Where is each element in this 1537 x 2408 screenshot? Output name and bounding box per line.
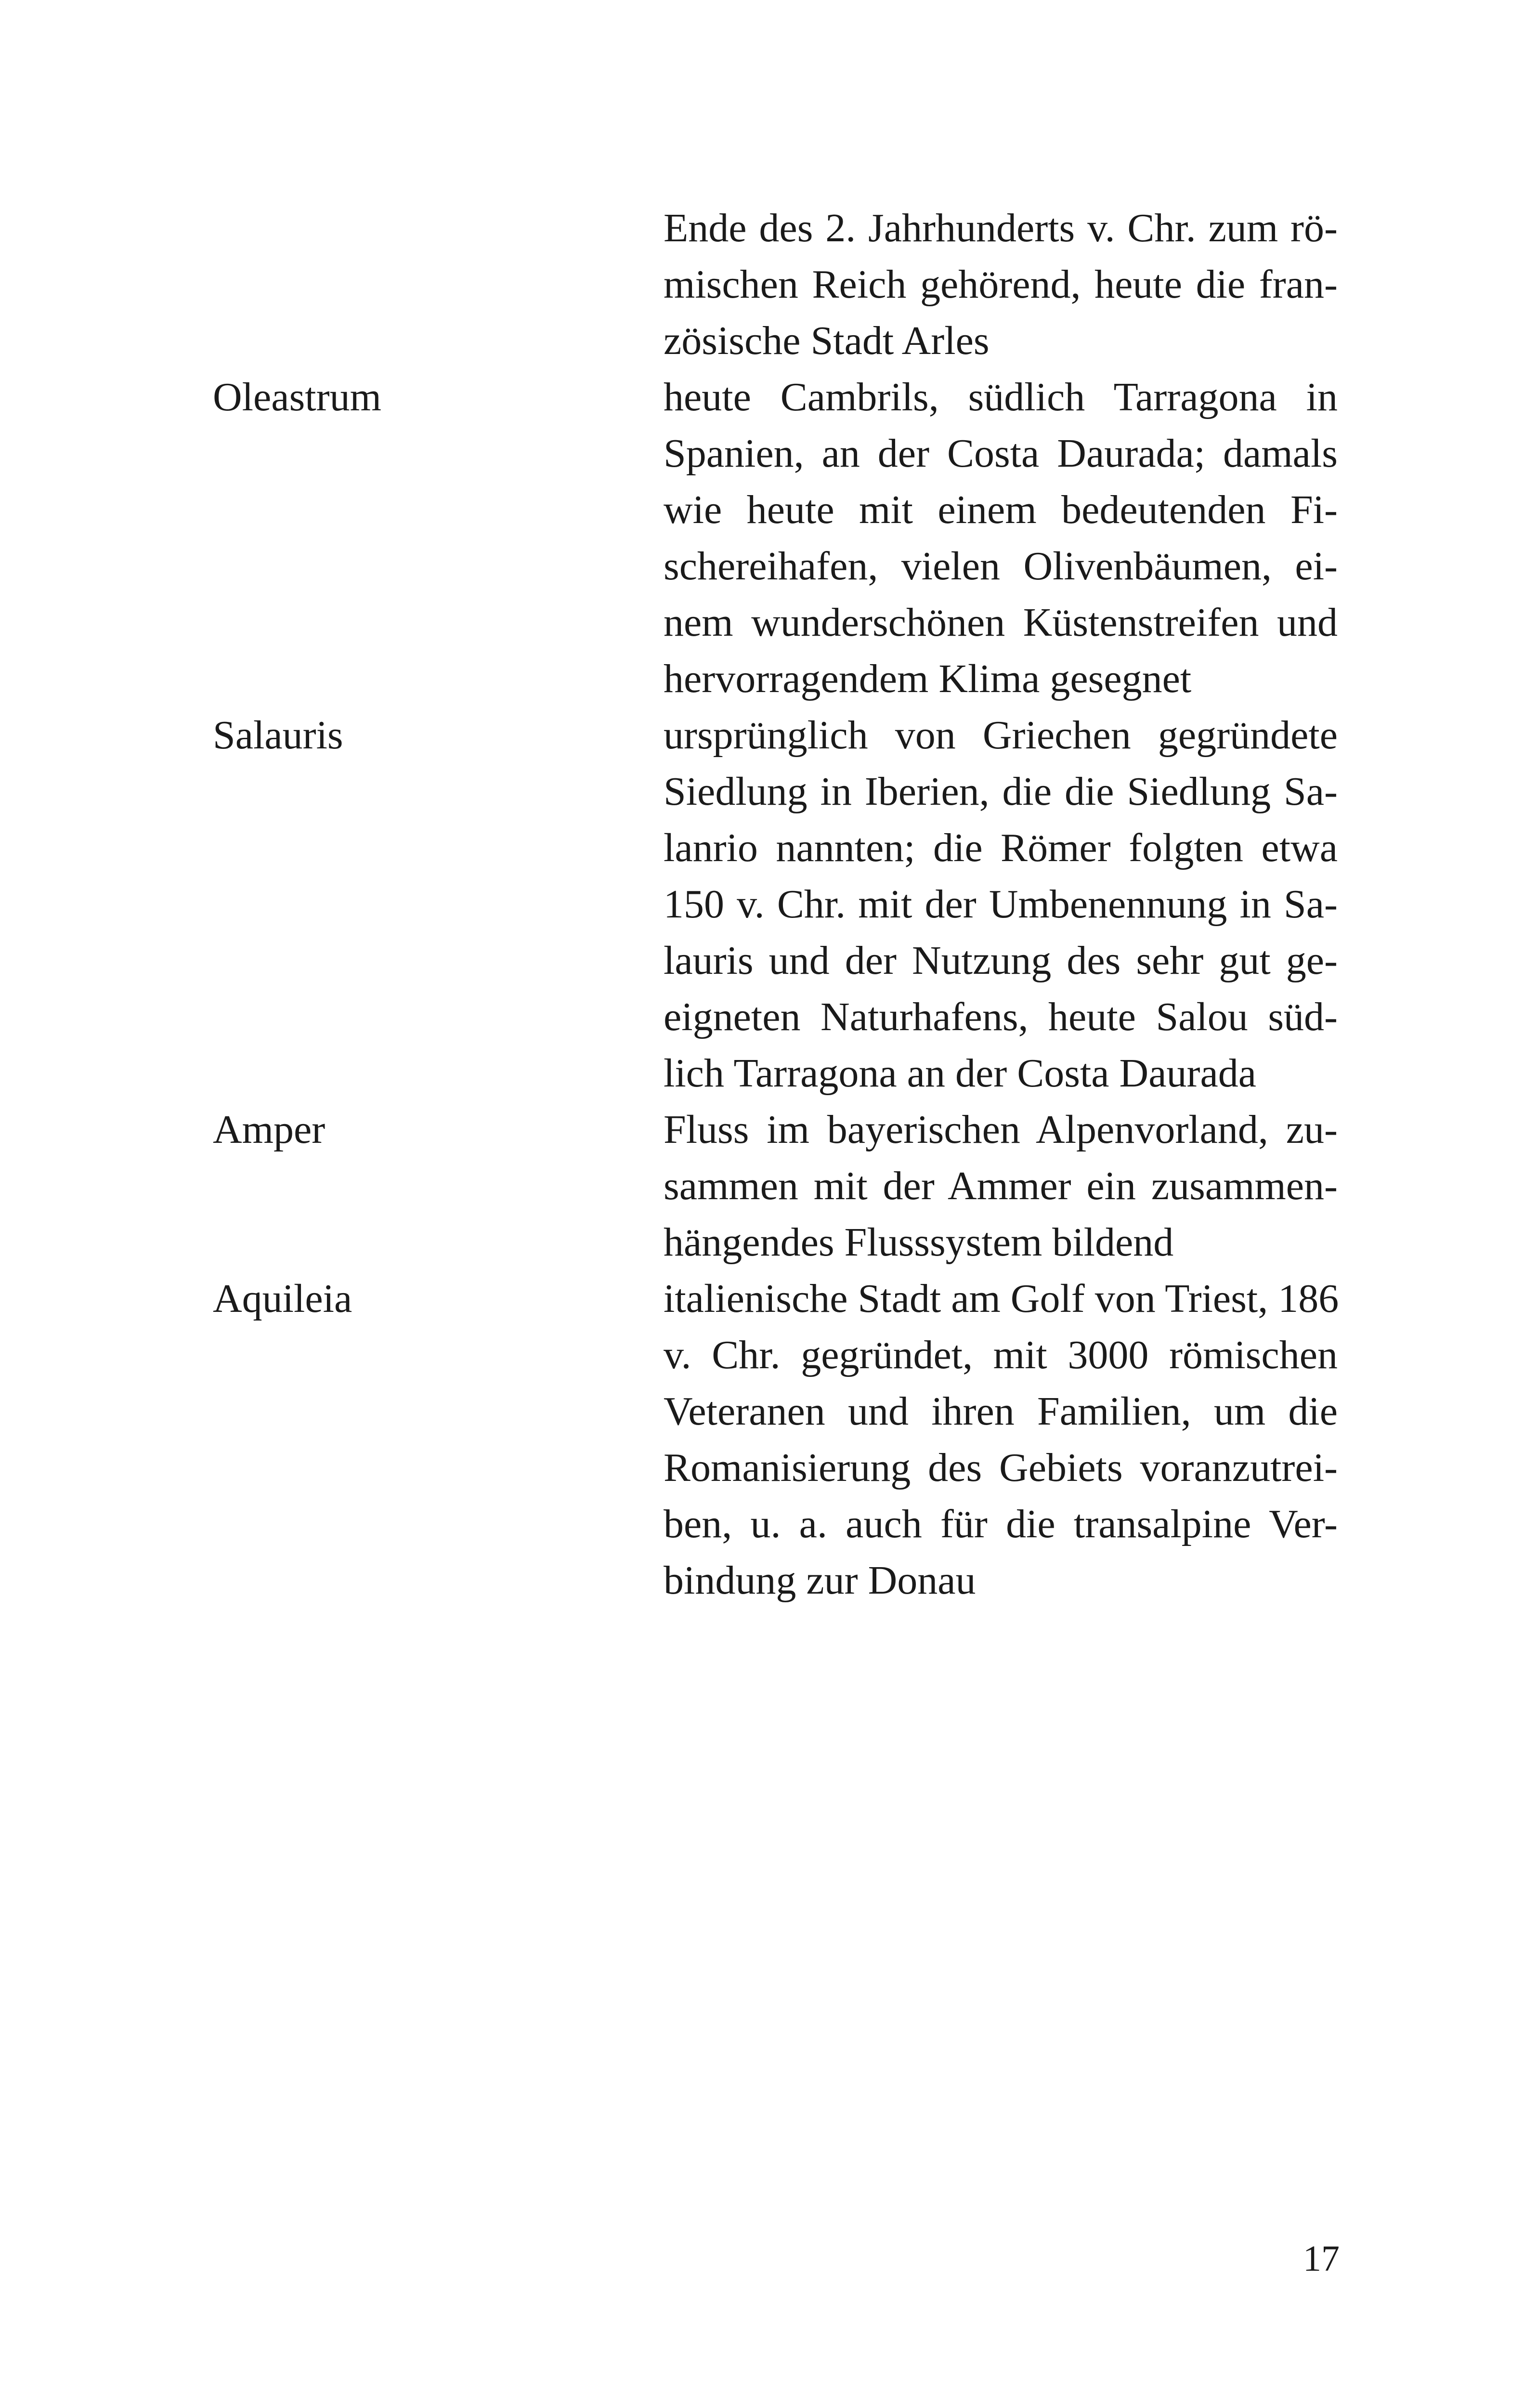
- definition-line: eigneten Naturhafens, heute Salou süd-: [664, 995, 1338, 1039]
- definition-line: heute Cambrils, südlich Tarragona in: [664, 375, 1338, 419]
- definition-line: v. Chr. gegründet, mit 3000 römischen: [664, 1333, 1338, 1377]
- definition-line: mischen Reich gehörend, heute die fran-: [664, 262, 1338, 307]
- definition-line: ben, u. a. auch für die transalpine Ver-: [664, 1502, 1338, 1546]
- definition-line: Veteranen und ihren Familien, um die: [664, 1389, 1338, 1434]
- glossary-term-salauris: Salauris: [213, 713, 343, 758]
- definition-line: Spanien, an der Costa Daurada; damals: [664, 431, 1338, 476]
- definition-line: hängendes Flusssystem bildend: [664, 1220, 1174, 1265]
- definition-line: lanrio nannten; die Römer folgten etwa: [664, 825, 1338, 870]
- definition-line: lich Tarragona an der Costa Daurada: [664, 1051, 1257, 1096]
- definition-line: 150 v. Chr. mit der Umbenennung in Sa-: [664, 882, 1338, 927]
- definition-line: Ende des 2. Jahrhunderts v. Chr. zum rö-: [664, 206, 1338, 250]
- glossary-term-aquileia: Aquileia: [213, 1276, 352, 1321]
- definition-line: nem wunderschönen Küstenstreifen und: [664, 600, 1338, 645]
- definition-line: italienische Stadt am Golf von Triest, 186: [664, 1276, 1339, 1321]
- definition-line: sammen mit der Ammer ein zusammen-: [664, 1164, 1338, 1208]
- definition-line: Romanisierung des Gebiets voranzutrei-: [664, 1445, 1338, 1490]
- glossary-term-oleastrum: Oleastrum: [213, 375, 381, 419]
- definition-line: Siedlung in Iberien, die die Siedlung Sa-: [664, 769, 1338, 814]
- definition-line: hervorragendem Klima gesegnet: [664, 656, 1192, 701]
- definition-line: ursprünglich von Griechen gegründete: [664, 713, 1338, 758]
- definition-line: bindung zur Donau: [664, 1558, 976, 1603]
- definition-line: schereihafen, vielen Olivenbäumen, ei-: [664, 544, 1338, 589]
- glossary-term-amper: Amper: [213, 1107, 326, 1152]
- definition-line: Fluss im bayerischen Alpenvorland, zu-: [664, 1107, 1338, 1152]
- definition-line: wie heute mit einem bedeutenden Fi-: [664, 487, 1338, 532]
- definition-line: zösische Stadt Arles: [664, 318, 990, 363]
- page-number: 17: [1303, 2238, 1340, 2279]
- definition-line: lauris und der Nutzung des sehr gut ge-: [664, 938, 1338, 983]
